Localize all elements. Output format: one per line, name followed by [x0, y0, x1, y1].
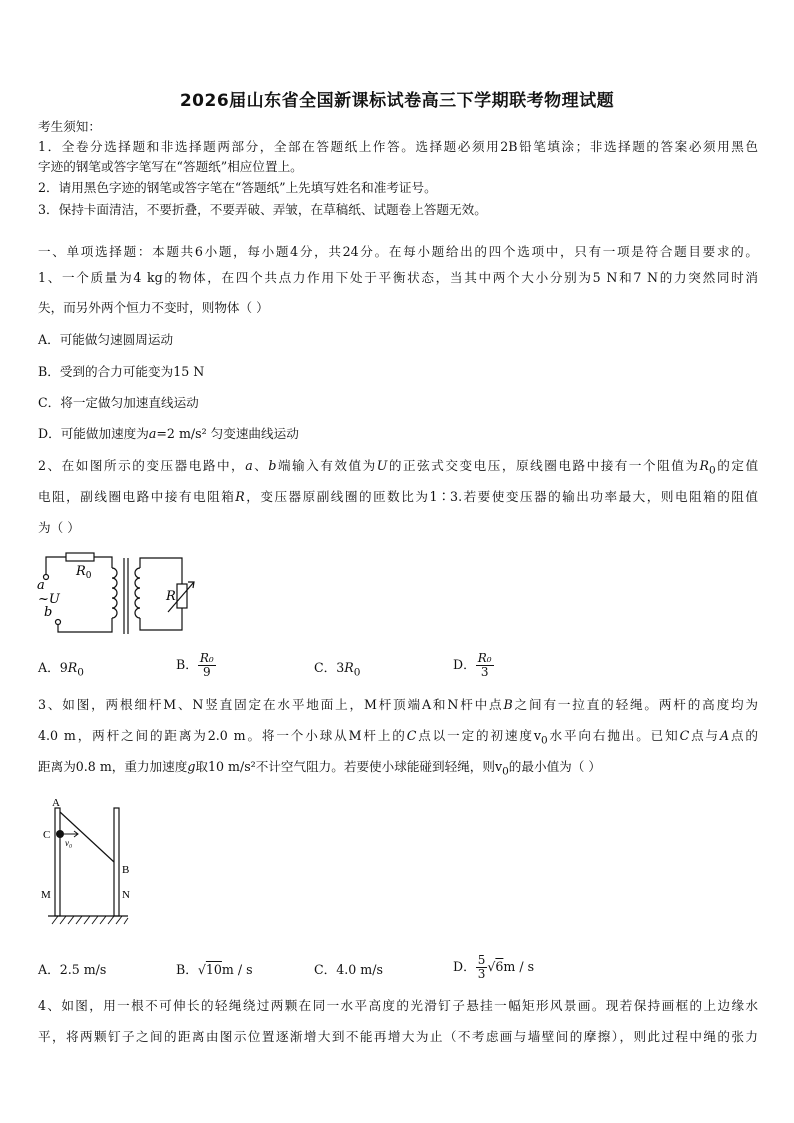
- question-4-text: 平，将两颗钉子之间的距离由图示位置逐渐增大到不能再增大为止（不考虑画与墙壁间的摩擦），则此过程中绳的张力: [38, 1029, 758, 1044]
- terminal-b-label: b: [44, 605, 53, 620]
- q1-option-d[interactable]: D．可能做加速度为a=2 m/s² 匀变速曲线运动: [38, 426, 299, 441]
- question-3-text: 4.0 m，两杆之间的距离为2.0 m。将一个小球从M杆上的C点以一定的初速度$v_0$水平向右抛出。已知C点与A点的: [38, 728, 759, 747]
- q2-option-b[interactable]: B． $\frac{\text{R₀}}{9}$: [176, 651, 214, 679]
- label-b: B: [122, 864, 130, 876]
- question-3-text: 距离为0.8 m，重力加速度g取10 m/s²不计空气阻力。若要使小球能碰到轻绳，则$v_0$的最小值为（ ）: [38, 759, 601, 778]
- question-3-text: 3、如图，两根细杆M、N竖直固定在水平地面上，M杆顶端A和N杆中点B之间有一拉直的轻绳。两杆的高度均为: [38, 697, 759, 712]
- question-2-text: 电阻，副线圈电路中接有电阻箱R，变压器原副线圈的匝数比为1∶3.若要使变压器的输出功率最大，则电阻箱的阻值: [38, 489, 758, 504]
- q2-option-a[interactable]: A．$9R_0$: [38, 660, 84, 679]
- transformer-circuit-figure: [36, 548, 196, 640]
- q1-option-b[interactable]: B．受到的合力可能变为15 N: [38, 364, 205, 379]
- label-v0: v₀: [65, 838, 73, 848]
- section-heading: 一、单项选择题：本题共6小题，每小题4分，共24分。在每小题给出的四个选项中，只有一项是符合题目要求的。: [38, 244, 758, 259]
- question-1-text: 失，而另外两个恒力不变时，则物体（ ）: [38, 300, 269, 315]
- q3-option-b[interactable]: B．√10m / s: [176, 962, 253, 977]
- q1-option-c[interactable]: C．将一定做匀加速直线运动: [38, 395, 199, 410]
- ball-icon: [56, 830, 64, 838]
- q3-option-a[interactable]: A．2.5 m/s: [38, 962, 107, 977]
- question-2-text: 为（ ）: [38, 520, 80, 535]
- question-4-text: 4、如图，用一根不可伸长的轻绳绕过两颗在同一水平高度的光滑钉子悬挂一幅矩形风景画。现若保持画框的上边缘水: [38, 998, 758, 1013]
- resistor-r-label: R: [166, 589, 176, 604]
- r0-label: $R_0$: [76, 564, 92, 581]
- notice-item: 1．全卷分选择题和非选择题两部分，全部在答题纸上作答。选择题必须用2B铅笔填涂；非选择题的答案必须用黑色: [38, 139, 758, 154]
- terminal-a-label: a: [37, 578, 45, 593]
- rods-figure: [36, 796, 136, 930]
- label-c: C: [43, 829, 51, 841]
- notice-item: 2．请用黑色字迹的钢笔或答字笔在“答题纸”上先填写姓名和准考证号。: [38, 180, 437, 195]
- q2-option-d[interactable]: D． $\frac{\text{R₀}}{3}$: [453, 651, 492, 679]
- page-title: 2026届山东省全国新课标试卷高三下学期联考物理试题: [179, 91, 615, 111]
- question-1-text: 1、一个质量为4 kg的物体，在四个共点力作用下处于平衡状态，当其中两个大小分别为5 N和7 N的力突然同时消: [38, 270, 758, 285]
- voltage-u-label: ~U: [38, 592, 60, 607]
- notice-item: 字迹的钢笔或答字笔写在“答题纸”相应位置上。: [38, 159, 303, 174]
- question-2-text: 2、在如图所示的变压器电路中，a、b端输入有效值为U的正弦式交变电压，原线圈电路中接有一个阻值为$R_0$的定值: [38, 458, 759, 477]
- q2-option-c[interactable]: C．$3R_0$: [314, 660, 361, 679]
- q3-option-c[interactable]: C．4.0 m/s: [314, 962, 383, 977]
- notice-heading: 考生须知：: [38, 119, 101, 134]
- label-m: M: [41, 889, 51, 901]
- q3-option-d[interactable]: D． $\frac{5}{3}$ √6m / s: [453, 953, 535, 981]
- notice-item: 3．保持卡面清洁，不要折叠，不要弄破、弄皱，在草稿纸、试题卷上答题无效。: [38, 202, 487, 217]
- label-a: A: [52, 797, 60, 809]
- label-n: N: [122, 889, 130, 901]
- q1-option-a[interactable]: A．可能做匀速圆周运动: [38, 332, 174, 347]
